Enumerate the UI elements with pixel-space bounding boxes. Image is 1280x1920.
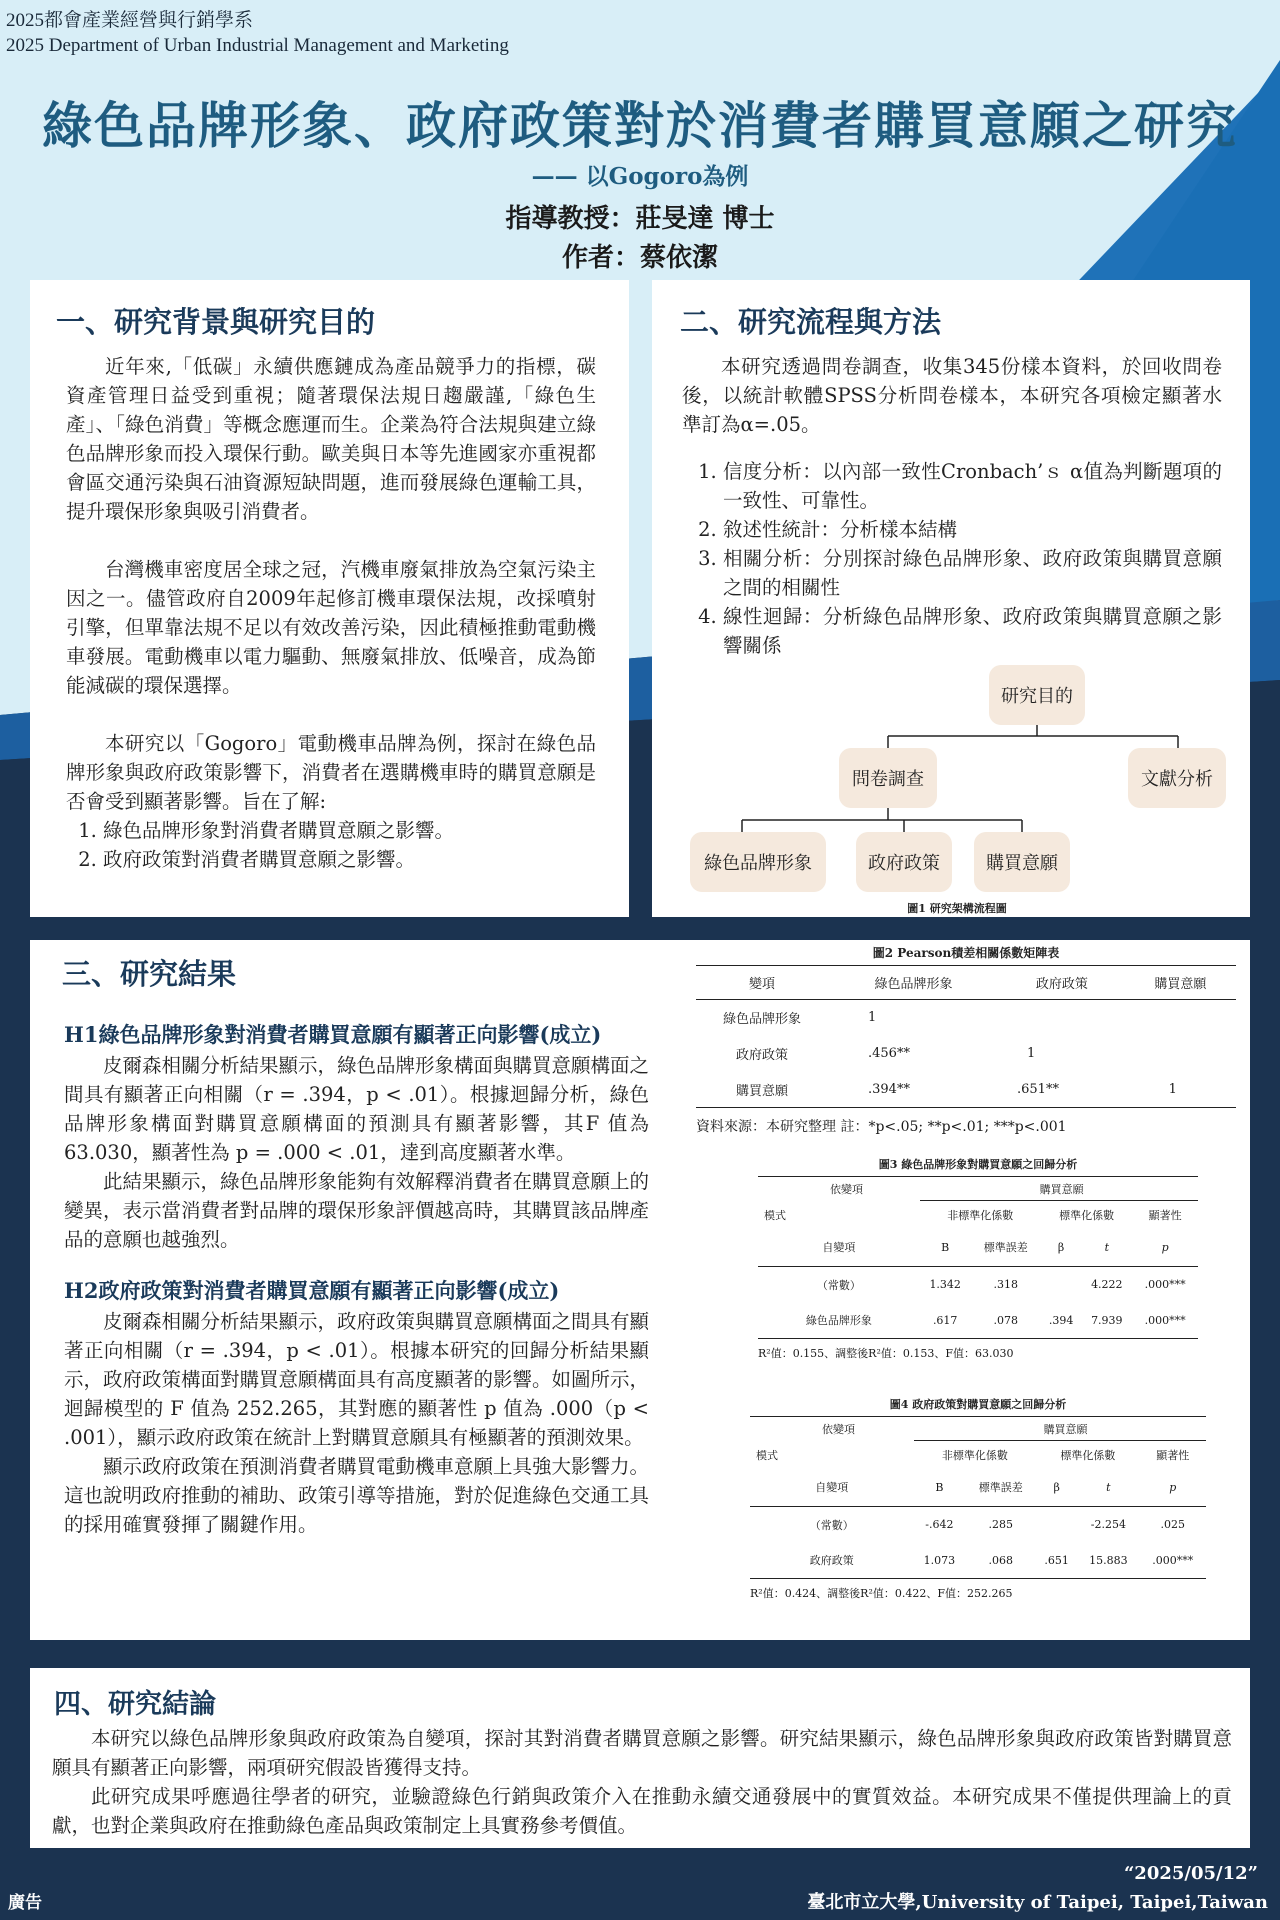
table-cell: 15.883 xyxy=(1089,1553,1128,1567)
header-cell: B xyxy=(935,1480,944,1494)
section-body xyxy=(66,352,596,874)
header-cell: 標準化係數 xyxy=(1041,1201,1132,1229)
flow-node-root: 研究目的 xyxy=(989,665,1085,725)
author: 作者：蔡依潔 xyxy=(561,243,718,273)
table-cell: .285 xyxy=(988,1518,1013,1532)
header-cell: 購買意願 xyxy=(1043,1422,1088,1436)
section-conclusion xyxy=(30,1668,1250,1848)
table-row xyxy=(758,1303,1198,1339)
section-background xyxy=(30,280,629,917)
header-cell: t xyxy=(1104,1240,1110,1254)
table-cell: .394** xyxy=(868,1081,910,1097)
university-label: 臺北市立大學,University of Taipei, Taipei,Taiwan xyxy=(807,1892,1268,1913)
table-cell xyxy=(1125,1000,1236,1036)
table-cell: 7.939 xyxy=(1091,1313,1123,1327)
regression-table-brand xyxy=(758,1156,1198,1361)
table-cell: 1 xyxy=(868,1010,877,1026)
figure-caption: 圖1 研究架構流程圖 xyxy=(907,902,1007,915)
header-cell: p xyxy=(1169,1480,1177,1494)
flow-node-intention: 購買意願 xyxy=(974,832,1070,892)
flow-node-policy: 政府政策 xyxy=(856,832,952,892)
header-cell: 依變項 xyxy=(830,1182,863,1196)
list-item: 1. 信度分析：以內部一致性Cronbach’ｓ α值為判斷題項的一致性、可靠性。 xyxy=(723,457,1222,515)
paragraph: 近年來,「低碳」永續供應鏈成為產品競爭力的指標，碳資產管理日益受到重視；隨著環保法規日趨嚴謹,「綠色生產」、「綠色消費」等概念應運而生。企業為符合法規與建立綠色品牌形象而投入環保行動。歐美與日本等先進國家亦重視都會區交通污染與石油資源短缺問題，進而發展綠色運輸工具，提升環保形象與吸引消費者。 xyxy=(66,355,596,523)
table-cell: .394 xyxy=(1048,1313,1074,1327)
flow-node-brand-image: 綠色品牌形象 xyxy=(690,832,826,892)
advisor: 指導教授：莊旻達 博士 xyxy=(505,204,775,234)
header-cell: 依變項 xyxy=(822,1422,855,1436)
table-row xyxy=(696,1036,1236,1072)
table-row xyxy=(758,1267,1198,1303)
table-header: 綠色品牌形象 xyxy=(874,977,953,992)
table-cell xyxy=(999,1000,1125,1036)
table-cell: 4.222 xyxy=(1091,1278,1123,1292)
header-cell: 顯著性 xyxy=(1132,1201,1198,1229)
table-cell: .078 xyxy=(993,1313,1019,1327)
header-cell: β xyxy=(1053,1480,1060,1494)
table-cell: （常數） xyxy=(816,1278,861,1292)
table-cell: 1 xyxy=(1027,1046,1036,1061)
header-cell: B xyxy=(941,1240,950,1254)
flowchart-lines xyxy=(652,280,1250,917)
paragraph: 顯示政府政策在預測消費者購買電動機車意願上具強大影響力。這也說明政府推動的補助、政策引導等措施，對於促進綠色交通工具的採用確實發揮了關鍵作用。 xyxy=(64,1455,650,1536)
header-cell: 標準誤差 xyxy=(983,1241,1028,1255)
hypothesis-heading: H2政府政策對消費者購買意願有顯著正向影響(成立) xyxy=(64,1278,560,1303)
header-cell: p xyxy=(1161,1240,1169,1254)
table-cell xyxy=(1125,1036,1236,1072)
department-en: 2025 Department of Urban Industrial Management and Marketing xyxy=(6,35,509,56)
header-cell: 顯著性 xyxy=(1140,1441,1206,1469)
table-caption: 圖2 Pearson積差相關係數矩陣表 xyxy=(872,946,1060,960)
list-item: 3. 相關分析：分別探討綠色品牌形象、政府政策與購買意願之間的相關性 xyxy=(723,544,1222,602)
paragraph: 台灣機車密度居全球之冠，汽機車廢氣排放為空氣污染主因之一。儘管政府自2009年起修訂機車環保法規，改採噴射引擎，但單靠法規不足以有效改善污染，因此積極推動電動機車發展。電動機車以電力驅動、無廢氣排放、低噪音，成為節能減碳的環保選擇。 xyxy=(66,558,596,697)
department-zh: 2025都會產業經營與行銷學系 xyxy=(6,10,254,31)
table-row xyxy=(750,1543,1206,1579)
table-caption: 圖3 綠色品牌形象對購買意願之回歸分析 xyxy=(878,1158,1078,1171)
list-item: 2. 敘述性統計：分析樣本結構 xyxy=(723,515,1222,544)
header-cell: 模式 xyxy=(764,1208,786,1222)
table-row xyxy=(696,1072,1236,1108)
table-cell: .456** xyxy=(868,1046,910,1061)
flow-node-literature: 文獻分析 xyxy=(1128,748,1226,808)
table-note: R²值：0.424、調整後R²值：0.422、F值：252.265 xyxy=(750,1587,1013,1600)
table-cell: .025 xyxy=(1160,1518,1186,1532)
header-cell: 非標準化係數 xyxy=(920,1201,1041,1229)
table-cell xyxy=(1041,1267,1081,1303)
paragraph: 此結果顯示，綠色品牌形象能夠有效解釋消費者在購買意願上的變異，表示當消費者對品牌的環保形象評價越高時，其購買該品牌產品的意願也越強烈。 xyxy=(64,1170,650,1251)
table-header: 政府政策 xyxy=(1035,977,1088,992)
header-cell: 自變項 xyxy=(815,1481,849,1495)
table-cell: .651** xyxy=(1017,1081,1059,1097)
date-label: “2025/05/12” xyxy=(1123,1863,1258,1884)
section-heading: 四、研究結論 xyxy=(54,1689,216,1720)
table-cell: .000*** xyxy=(1144,1278,1186,1292)
header-cell: 購買意願 xyxy=(1039,1182,1084,1196)
list-item: 1. 綠色品牌形象對消費者購買意願之影響。 xyxy=(103,816,596,845)
poster-title: 綠色品牌形象、政府政策對於消費者購買意願之研究 xyxy=(42,96,1238,155)
table-cell: 政府政策 xyxy=(735,1048,788,1063)
table-cell xyxy=(1036,1507,1077,1543)
table-cell: 綠色品牌形象 xyxy=(805,1314,872,1328)
table-cell: 綠色品牌形象 xyxy=(722,1012,801,1028)
section-heading: 二、研究流程與方法 xyxy=(680,305,942,339)
table-row xyxy=(750,1507,1206,1543)
table-cell: （常數） xyxy=(809,1518,854,1532)
table-cell: .318 xyxy=(993,1278,1019,1292)
regression-table-policy xyxy=(750,1396,1206,1601)
table-cell: .651 xyxy=(1044,1553,1069,1567)
table-cell: 1.342 xyxy=(929,1278,961,1292)
table-note: R²值：0.155、調整後R²值：0.153、F值：63.030 xyxy=(758,1347,1014,1360)
table-cell: -2.254 xyxy=(1090,1518,1126,1532)
table-note: 資料來源：本研究整理 註：*p<.05; **p<.01; ***p<.001 xyxy=(696,1119,1067,1135)
table-cell: .000*** xyxy=(1144,1313,1186,1327)
section-method xyxy=(652,280,1250,917)
header-cell: 自變項 xyxy=(822,1241,856,1255)
header-cell: 模式 xyxy=(756,1448,778,1462)
header-cell: t xyxy=(1106,1480,1111,1494)
paragraph: 此研究成果呼應過往學者的研究，並驗證綠色行銷與政策介入在推動永續交通發展中的實質效益。本研究成果不僅提供理論上的貢獻，也對企業與政府在推動綠色產品與政策制定上具實務參考價值。 xyxy=(52,1785,1232,1837)
section-body xyxy=(52,1724,1232,1840)
paragraph: 本研究以「Gogoro」電動機車品牌為例，探討在綠色品牌形象與政府政策影響下，消費者在選購機車時的購買意願是否會受到顯著影響。旨在了解: xyxy=(66,732,596,813)
header-cell: 標準化係數 xyxy=(1036,1441,1139,1469)
paragraph: 皮爾森相關分析結果顯示，政府政策與購買意願構面之間具有顯著正向相關（r = .394，p < .01）。根據本研究的回歸分析結果顯示，政府政策構面對購買意願構面具有高度顯著的影響。如圖所示，迴歸模型的 F 值為 252.265，其對應的顯著性 p 值為 .000（p < .001），顯示政府政策在統計上對購買意願具有極顯著的預測效果。 xyxy=(64,1310,650,1449)
paragraph: 皮爾森相關分析結果顯示，綠色品牌形象構面與購買意願構面之間具有顯著正向相關（r = .394，p < .01）。根據迴歸分析，綠色品牌形象構面對購買意願構面的預測具有顯著影響，其F 值為 63.030，顯著性為 p = .000 < .01，達到高度顯著水準。 xyxy=(64,1054,650,1164)
correlation-table xyxy=(696,944,1236,1136)
section-heading: 三、研究結果 xyxy=(62,957,237,991)
objective-list xyxy=(66,816,596,874)
table-cell: -.642 xyxy=(925,1518,954,1532)
list-item: 2. 政府政策對消費者購買意願之影響。 xyxy=(103,845,596,874)
header-cell: β xyxy=(1057,1240,1065,1254)
paragraph: 本研究透過問卷調查，收集345份樣本資料，於回收問卷後，以統計軟體SPSS分析問卷樣本，本研究各項檢定顯著水準訂為α=.05。 xyxy=(682,355,1222,436)
table-cell: 購買意願 xyxy=(735,1083,788,1099)
table-cell: 政府政策 xyxy=(809,1554,854,1568)
results-text xyxy=(64,1020,649,1539)
list-item: 4. 線性迴歸：分析綠色品牌形象、政府政策與購買意願之影響關係 xyxy=(723,602,1222,660)
table-header: 購買意願 xyxy=(1154,977,1207,992)
table-cell: .617 xyxy=(932,1313,958,1327)
table-cell: 1.073 xyxy=(923,1553,956,1567)
flow-node-survey: 問卷調查 xyxy=(839,748,937,808)
table-header: 變項 xyxy=(748,977,775,992)
table-cell: .068 xyxy=(988,1553,1013,1567)
ad-label: 廣告 xyxy=(8,1893,42,1913)
table-caption: 圖4 政府政策對購買意願之回歸分析 xyxy=(889,1398,1067,1411)
hypothesis-heading: H1綠色品牌形象對消費者購買意願有顯著正向影響(成立) xyxy=(64,1022,602,1047)
section-results xyxy=(30,940,1250,1640)
department-header xyxy=(6,8,509,58)
table-row xyxy=(696,1000,1236,1036)
table-cell: 1 xyxy=(1168,1081,1177,1097)
header-cell: 非標準化係數 xyxy=(914,1441,1037,1469)
paragraph: 本研究以綠色品牌形象與政府政策為自變項，探討其對消費者購買意願之影響。研究結果顯示，綠色品牌形象與政府政策皆對購買意願具有顯著正向影響，兩項研究假設皆獲得支持。 xyxy=(52,1727,1232,1779)
header-cell: 標準誤差 xyxy=(978,1481,1023,1495)
poster-subtitle: —— 以Gogoro為例 xyxy=(531,163,749,190)
section-heading: 一、研究背景與研究目的 xyxy=(56,305,376,339)
table-cell: .000*** xyxy=(1152,1553,1194,1567)
